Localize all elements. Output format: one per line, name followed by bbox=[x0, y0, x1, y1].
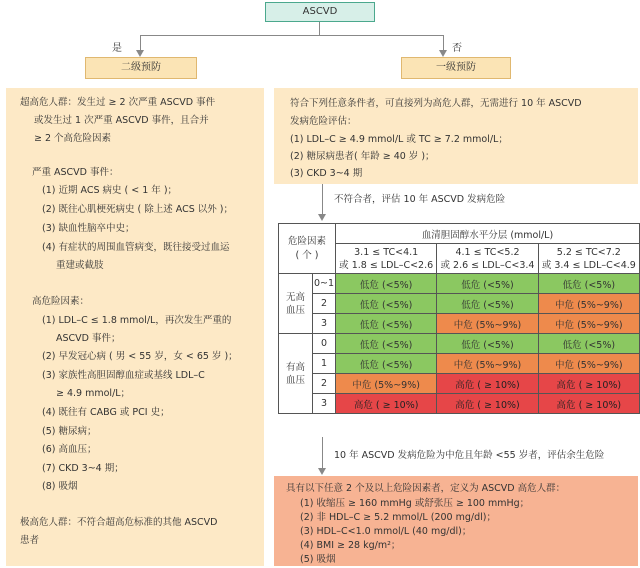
risk-table bbox=[278, 223, 640, 414]
risk-cell: 低危 (<5%) bbox=[437, 294, 538, 314]
risk-cell: 中危 (5%~9%) bbox=[437, 354, 538, 374]
risk-cell: 中危 (5%~9%) bbox=[538, 294, 639, 314]
branch-yes: 是 bbox=[112, 43, 122, 54]
risk-cell: 低危 (<5%) bbox=[336, 294, 437, 314]
table-row bbox=[279, 354, 640, 374]
arrow-assess bbox=[318, 214, 326, 221]
factor-count: 3 bbox=[313, 394, 336, 414]
arrow-lifetime bbox=[318, 468, 326, 475]
risk-cell: 高危 ( ≥ 10%) bbox=[437, 374, 538, 394]
factor-count: 3 bbox=[313, 314, 336, 334]
factor-count: 0~1 bbox=[313, 274, 336, 294]
list-item: (4) 既往有 CABG 或 PCI 史； bbox=[42, 407, 170, 418]
risk-cell: 高危 ( ≥ 10%) bbox=[437, 394, 538, 414]
table-row bbox=[279, 394, 640, 414]
risk-cell: 低危 (<5%) bbox=[437, 274, 538, 294]
risk-cell: 低危 (<5%) bbox=[336, 354, 437, 374]
secondary-prevention-header: 二级预防 bbox=[85, 57, 197, 79]
list-item: 重建或截肢 bbox=[56, 260, 104, 271]
factor-count: 2 bbox=[313, 374, 336, 394]
column-header: 4.1 ≤ TC<5.2 或 2.6 ≤ LDL–C<3.4 bbox=[437, 244, 538, 274]
factor-count: 0 bbox=[313, 334, 336, 354]
list-item: (4) 有症状的周围血管病变，既往接受过血运 bbox=[42, 242, 230, 253]
factor-count: 2 bbox=[313, 294, 336, 314]
list-item: (8) 吸烟 bbox=[42, 481, 78, 492]
risk-cell: 中危 (5%~9%) bbox=[538, 354, 639, 374]
table-row bbox=[279, 274, 640, 294]
column-header: 5.2 ≤ TC<7.2 或 3.4 ≤ LDL–C<4.9 bbox=[538, 244, 639, 274]
risk-cell: 低危 (<5%) bbox=[437, 334, 538, 354]
factor-count: 1 bbox=[313, 354, 336, 374]
risk-cell: 中危 (5%~9%) bbox=[437, 314, 538, 334]
risk-factor-header: 危险因素 ( 个 ) bbox=[279, 224, 336, 274]
assess-note: 不符合者，评估 10 年 ASCVD 发病危险 bbox=[334, 194, 506, 205]
group-label: 无高 血压 bbox=[279, 274, 313, 334]
risk-cell: 中危 (5%~9%) bbox=[336, 374, 437, 394]
list-item: (7) CKD 3~4 期； bbox=[42, 463, 124, 474]
list-item: (6) 高血压； bbox=[42, 444, 97, 455]
primary-prevention-header: 一级预防 bbox=[401, 57, 511, 79]
risk-cell: 低危 (<5%) bbox=[336, 334, 437, 354]
risk-cell: 低危 (<5%) bbox=[538, 274, 639, 294]
connector-assess bbox=[322, 184, 323, 218]
connector-horizontal bbox=[140, 35, 444, 36]
arrow-right bbox=[439, 50, 447, 57]
cholesterol-header: 血清胆固醇水平分层 (mmol/L) bbox=[336, 224, 640, 244]
risk-cell: 低危 (<5%) bbox=[538, 334, 639, 354]
risk-cell: 低危 (<5%) bbox=[336, 274, 437, 294]
group-label: 有高 血压 bbox=[279, 334, 313, 414]
connector-lifetime bbox=[322, 437, 323, 472]
risk-cell: 高危 ( ≥ 10%) bbox=[538, 394, 639, 414]
list-item: (2) 早发冠心病 ( 男 < 55 岁，女 < 65 岁 )； bbox=[42, 351, 238, 362]
risk-cell: 高危 ( ≥ 10%) bbox=[538, 374, 639, 394]
risk-cell: 高危 ( ≥ 10%) bbox=[336, 394, 437, 414]
list-item: (3) 家族性高胆固醇血症或基线 LDL–C bbox=[42, 370, 205, 381]
risk-cell: 中危 (5%~9%) bbox=[538, 314, 639, 334]
table-row bbox=[279, 314, 640, 334]
ascvd-node: ASCVD bbox=[265, 2, 375, 22]
connector-top bbox=[319, 22, 320, 35]
list-item: ASCVD 事件； bbox=[56, 333, 121, 344]
list-item: (2) 既往心肌梗死病史 ( 除上述 ACS 以外 )； bbox=[42, 204, 233, 215]
list-item: ≥ 4.9 mmol/L； bbox=[56, 388, 131, 399]
list-item: (5) 糖尿病； bbox=[42, 426, 97, 437]
table-row bbox=[279, 294, 640, 314]
list-item: (3) 缺血性脑卒中史； bbox=[42, 223, 135, 234]
list-item: (1) LDL–C ≤ 1.8 mmol/L，再次发生严重的 bbox=[42, 315, 232, 326]
lifetime-note: 10 年 ASCVD 发病危险为中危且年龄 <55 岁者，评估余生危险 bbox=[334, 450, 605, 461]
risk-factors-title: 高危险因素： bbox=[32, 296, 90, 307]
table-row bbox=[279, 334, 640, 354]
arrow-left bbox=[136, 50, 144, 57]
table-row bbox=[279, 374, 640, 394]
severe-events-title: 严重 ASCVD 事件： bbox=[32, 167, 119, 178]
risk-cell: 低危 (<5%) bbox=[336, 314, 437, 334]
branch-no: 否 bbox=[452, 43, 462, 54]
list-item: (1) 近期 ACS 病史 ( < 1 年 )； bbox=[42, 185, 178, 196]
column-header: 3.1 ≤ TC<4.1 或 1.8 ≤ LDL–C<2.6 bbox=[336, 244, 437, 274]
